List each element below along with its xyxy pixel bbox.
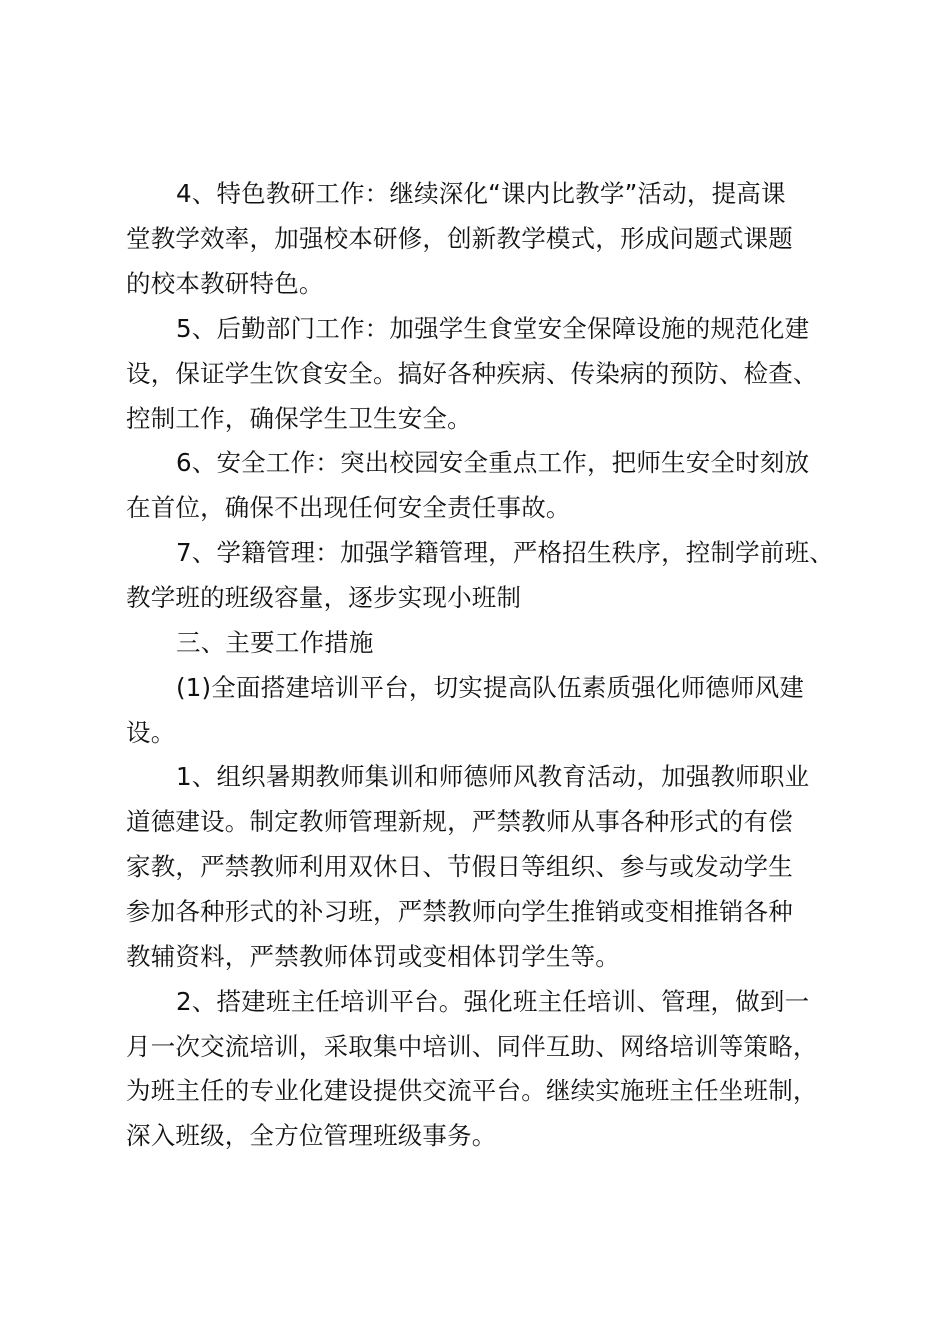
subsection-1-line-2: 设。	[126, 718, 176, 747]
paragraph-4-line-3: 的校本教研特色。	[126, 269, 324, 298]
item-1-line-1: 1、组织暑期教师集训和师德师风教育活动，加强教师职业	[176, 762, 810, 791]
paragraph-5-line-1: 5、后勤部门工作：加强学生食堂安全保障设施的规范化建	[176, 314, 810, 343]
paragraph-7-line-1: 7、学籍管理：加强学籍管理，严格招生秩序，控制学前班、	[176, 538, 834, 567]
item-2-line-1: 2、搭建班主任培训平台。强化班主任培训、管理，做到一	[176, 987, 810, 1016]
item-1-line-3: 家教，严禁教师利用双休日、节假日等组织、参与或发动学生	[126, 852, 793, 881]
paragraph-6-line-1: 6、安全工作：突出校园安全重点工作，把师生安全时刻放	[176, 448, 810, 477]
paragraph-5-line-2: 设，保证学生饮食安全。搞好各种疾病、传染病的预防、检查、	[126, 359, 818, 388]
item-2-line-3: 为班主任的专业化建设提供交流平台。继续实施班主任坐班制，	[126, 1076, 818, 1105]
item-2-line-4: 深入班级，全方位管理班级事务。	[126, 1121, 497, 1150]
item-1-line-2: 道德建设。制定教师管理新规，严禁教师从事各种形式的有偿	[126, 807, 793, 836]
section-heading-3: 三、主要工作措施	[176, 628, 374, 657]
item-2-line-2: 月一次交流培训，采取集中培训、同伴互助、网络培训等策略，	[126, 1032, 818, 1061]
item-1-line-4: 参加各种形式的补习班，严禁教师向学生推销或变相推销各种	[126, 897, 793, 926]
paragraph-4-line-1: 4、特色教研工作：继续深化“课内比教学”活动，提高课	[176, 179, 786, 208]
subsection-1-line-1: (1)全面搭建培训平台，切实提高队伍素质强化师德师风建	[176, 673, 805, 702]
paragraph-7-line-2: 教学班的班级容量，逐步实现小班制	[126, 583, 522, 612]
paragraph-6-line-2: 在首位，确保不出现任何安全责任事故。	[126, 493, 571, 522]
paragraph-4-line-2: 堂教学效率，加强校本研修，创新教学模式，形成问题式课题	[126, 224, 793, 253]
paragraph-5-line-3: 控制工作，确保学生卫生安全。	[126, 404, 472, 433]
item-1-line-5: 教辅资料，严禁教师体罚或变相体罚学生等。	[126, 942, 620, 971]
